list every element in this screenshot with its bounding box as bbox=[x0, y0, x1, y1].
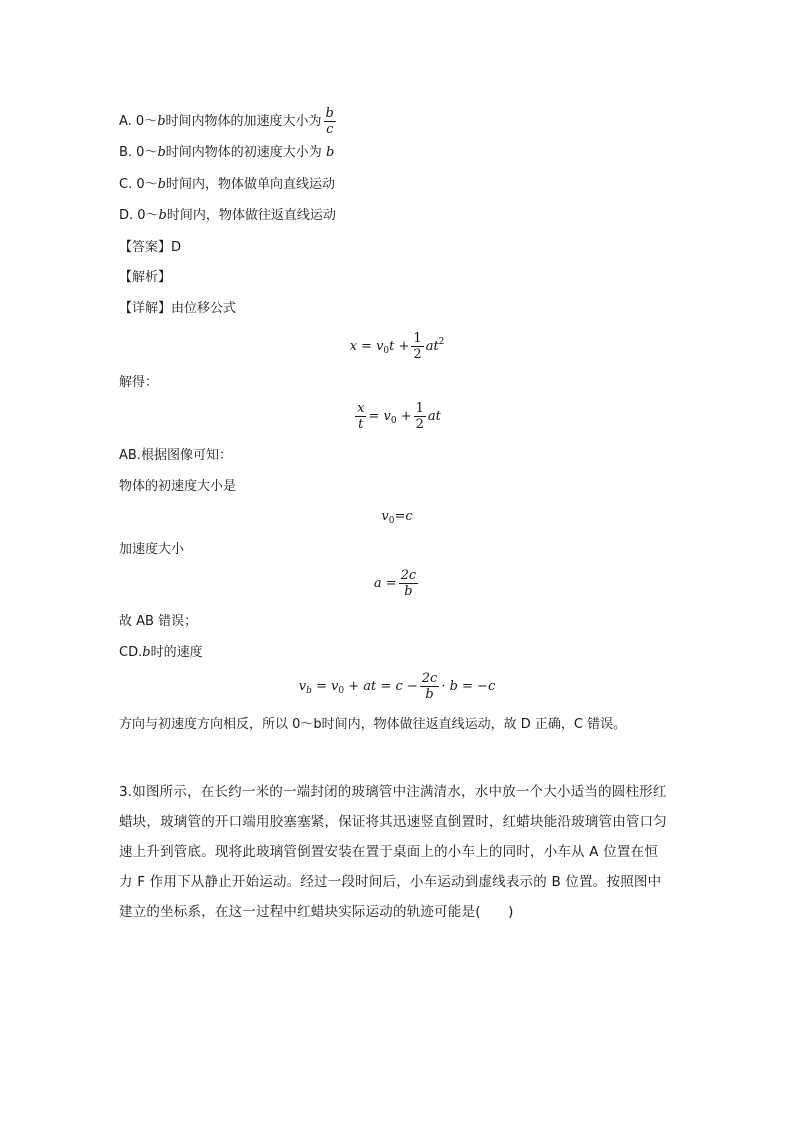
detail-line bbox=[119, 300, 236, 318]
eq4-num: 2c bbox=[400, 568, 417, 583]
eq2-den: t bbox=[358, 417, 364, 432]
option-d bbox=[119, 207, 336, 225]
detail-label: 【详解】 bbox=[119, 301, 172, 316]
eq3-rest: =c bbox=[394, 509, 413, 524]
option-a-fraction bbox=[324, 106, 336, 137]
eq2-mid: = v bbox=[368, 409, 391, 424]
eq1-num: 1 bbox=[413, 331, 422, 346]
option-d-prefix: D. 0～ bbox=[119, 208, 159, 223]
q3-line-1: 3.如图所示，在长约一米的一端封闭的玻璃管中注满清水，水中放一个大小适当的圆柱形红 bbox=[119, 784, 667, 800]
option-a-frac-den: c bbox=[326, 122, 334, 137]
equation-acceleration bbox=[0, 568, 794, 599]
acceleration-line: 加速度大小 bbox=[119, 542, 185, 557]
eq4-fraction bbox=[399, 568, 419, 599]
eq2-rhs: at bbox=[427, 409, 441, 424]
q3-line-5: 建立的坐标系，在这一过程中红蜡块实际运动的轨迹可能是( ) bbox=[119, 904, 514, 920]
answer-line bbox=[119, 239, 181, 257]
equation-average-velocity bbox=[0, 401, 794, 432]
eq3-v: v bbox=[381, 509, 389, 524]
eq5-num: 2c bbox=[421, 671, 438, 686]
eq2-sub: 0 bbox=[390, 416, 397, 426]
eq2-plus: + bbox=[400, 409, 412, 424]
conclusion-line: 方向与初速度方向相反，所以 0～b时间内，物体做往返直线运动，故 D 正确，C 错误。 bbox=[119, 717, 627, 732]
option-b bbox=[119, 144, 334, 162]
eq1-den: 2 bbox=[413, 347, 422, 362]
eq2-num2: 1 bbox=[415, 401, 424, 416]
option-d-var: b bbox=[158, 208, 167, 223]
eq2-num: x bbox=[357, 401, 365, 416]
eq1-sup: 2 bbox=[438, 337, 445, 347]
option-a-frac-num: b bbox=[325, 106, 334, 121]
option-c-var: b bbox=[157, 177, 166, 192]
initial-velocity-line: 物体的初速度大小是 bbox=[119, 479, 237, 494]
answer-label: 【答案】 bbox=[119, 240, 172, 255]
eq5-tail: · b = −c bbox=[441, 679, 496, 694]
option-b-text: 时间内物体的初速度大小为 bbox=[165, 145, 322, 160]
eq5-v: v bbox=[298, 679, 307, 694]
option-a bbox=[119, 106, 338, 137]
option-b-var: b bbox=[157, 145, 166, 160]
option-c bbox=[119, 176, 335, 194]
analysis-label: 【解析】 bbox=[119, 270, 172, 285]
cd-line bbox=[119, 644, 203, 662]
option-b-prefix: B. 0～ bbox=[119, 145, 158, 160]
equation-v0 bbox=[0, 509, 794, 526]
solve-label: 解得： bbox=[119, 375, 159, 390]
eq5-mid2: + at = c − bbox=[348, 679, 418, 694]
eq2-den2: 2 bbox=[415, 417, 424, 432]
q3-line-2: 蜡块，玻璃管的开口端用胶塞塞紧，保证将其迅速竖直倒置时，红蜡块能沿玻璃管由管口匀 bbox=[119, 814, 667, 830]
ab-line: AB.根据图像可知： bbox=[119, 448, 232, 463]
answer-value: D bbox=[171, 240, 182, 255]
q3-line-4: 力 F 作用下从静止开始运动。经过一段时间后，小车运动到虚线表示的 B 位置。按照图中 bbox=[119, 874, 662, 890]
cd-text: 时的速度 bbox=[150, 645, 203, 660]
eq5-mid: = v bbox=[316, 679, 339, 694]
cd-prefix: CD. bbox=[119, 645, 143, 660]
cd-var: b bbox=[142, 645, 151, 660]
question-3 bbox=[119, 777, 679, 927]
option-a-prefix: A. 0～ bbox=[119, 114, 158, 129]
eq1-sub: 0 bbox=[383, 346, 390, 356]
ab-wrong-line: 故 AB 错误； bbox=[119, 614, 198, 629]
eq2-fraction-half bbox=[414, 401, 426, 432]
eq1-lhs: x = v bbox=[349, 339, 384, 354]
option-a-text: 时间内物体的加速度大小为 bbox=[165, 114, 322, 129]
eq3-sub: 0 bbox=[388, 516, 395, 526]
eq2-fraction-xt bbox=[355, 401, 366, 432]
eq5-sub0: 0 bbox=[338, 686, 345, 696]
eq4-lhs: a = bbox=[373, 576, 397, 591]
eq1-fraction bbox=[411, 331, 423, 362]
equation-velocity-at-b bbox=[0, 671, 794, 702]
eq4-den: b bbox=[404, 584, 413, 599]
option-c-text: 时间内，物体做单向直线运动 bbox=[165, 177, 335, 192]
eq1-mid: t + bbox=[389, 339, 410, 354]
eq5-sub: b bbox=[306, 686, 312, 696]
eq1-rhs: at bbox=[425, 339, 439, 354]
eq5-fraction bbox=[420, 671, 440, 702]
option-a-var: b bbox=[157, 114, 166, 129]
equation-displacement bbox=[0, 331, 794, 362]
option-b-value: b bbox=[325, 145, 335, 160]
eq5-den: b bbox=[425, 687, 434, 702]
option-c-prefix: C. 0～ bbox=[119, 177, 158, 192]
q3-line-3: 速上升到管底。现将此玻璃管倒置安装在置于桌面上的小车上的同时，小车从 A 位置在恒 bbox=[119, 844, 659, 860]
detail-text: 由位移公式 bbox=[171, 301, 237, 316]
option-d-text: 时间内，物体做往返直线运动 bbox=[166, 208, 336, 223]
